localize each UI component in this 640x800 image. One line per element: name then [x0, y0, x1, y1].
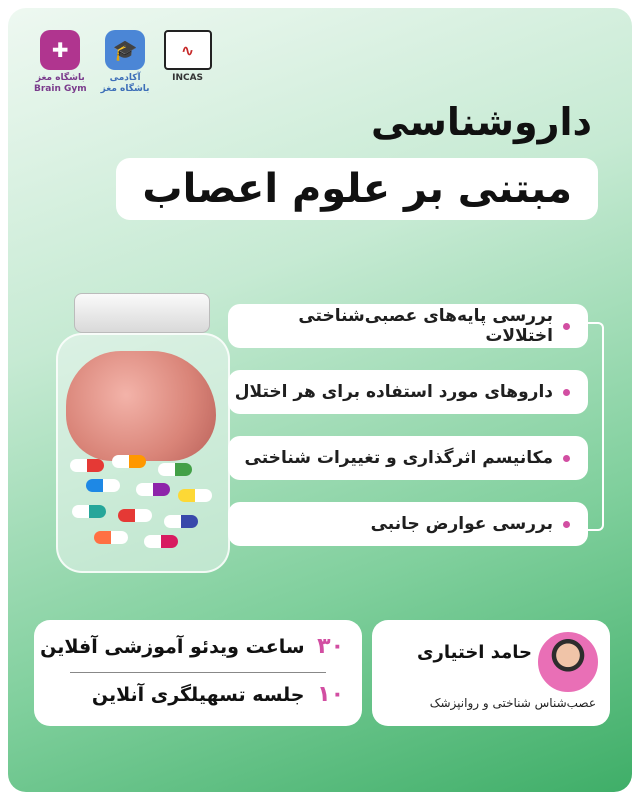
- list-item: [228, 370, 588, 414]
- brain-gym-icon: ✚: [40, 30, 80, 70]
- bullet-dot-icon: [563, 455, 570, 462]
- list-bracket: [586, 322, 604, 531]
- bullet-dot-icon: [563, 521, 570, 528]
- page-subtitle: مبتنی بر علوم اعصاب: [116, 158, 598, 220]
- avatar: [538, 632, 598, 692]
- page-title: داروشناسی: [371, 100, 592, 144]
- pills-icon: [66, 453, 216, 553]
- academy-logo-text: آکادمی باشگاه مغز: [100, 73, 150, 94]
- graduation-cap-icon: 🎓: [105, 30, 145, 70]
- poster-card: [8, 8, 632, 792]
- course-stats: [34, 620, 362, 726]
- stat-label: جلسه تسهیلگری آنلاین: [91, 684, 305, 706]
- stat-number: ۱۰: [317, 682, 344, 707]
- list-item: [228, 304, 588, 348]
- book-pulse-icon: ∿: [164, 30, 212, 70]
- presenter-name: حامد اختیاری: [417, 642, 532, 663]
- presenter-title: عصب‌شناس شناختی و روانپزشک: [429, 696, 596, 710]
- brain-gym-logo-text: باشگاه مغز Brain Gym: [34, 73, 87, 94]
- jar-lid: [74, 293, 210, 333]
- presenter-card: [372, 620, 610, 726]
- incas-logo: [164, 30, 212, 84]
- pill-jar-illustration: [56, 293, 226, 573]
- stat-label: ساعت ویدئو آموزشی آفلاین: [40, 636, 305, 658]
- list-item-label: مکانیسم اثرگذاری و تغییرات شناختی: [244, 448, 553, 468]
- divider: [70, 672, 326, 673]
- bullet-dot-icon: [563, 323, 570, 330]
- stat-live-sessions: [92, 682, 344, 707]
- brain-gym-logo: [34, 30, 87, 95]
- stat-video-hours: [40, 634, 344, 659]
- academy-logo: [101, 30, 150, 95]
- brain-icon: [66, 351, 216, 461]
- logo-row: [34, 30, 212, 95]
- list-item-label: بررسی پایه‌های عصبی‌شناختی اختلالات: [298, 306, 553, 346]
- bullet-dot-icon: [563, 389, 570, 396]
- stat-number: ۳۰: [317, 634, 344, 659]
- list-item-label: داروهای مورد استفاده برای هر اختلال: [234, 382, 553, 402]
- list-item-label: بررسی عوارض جانبی: [370, 514, 553, 534]
- list-item: [228, 502, 588, 546]
- list-item: [228, 436, 588, 480]
- incas-logo-text: INCAS: [172, 73, 204, 83]
